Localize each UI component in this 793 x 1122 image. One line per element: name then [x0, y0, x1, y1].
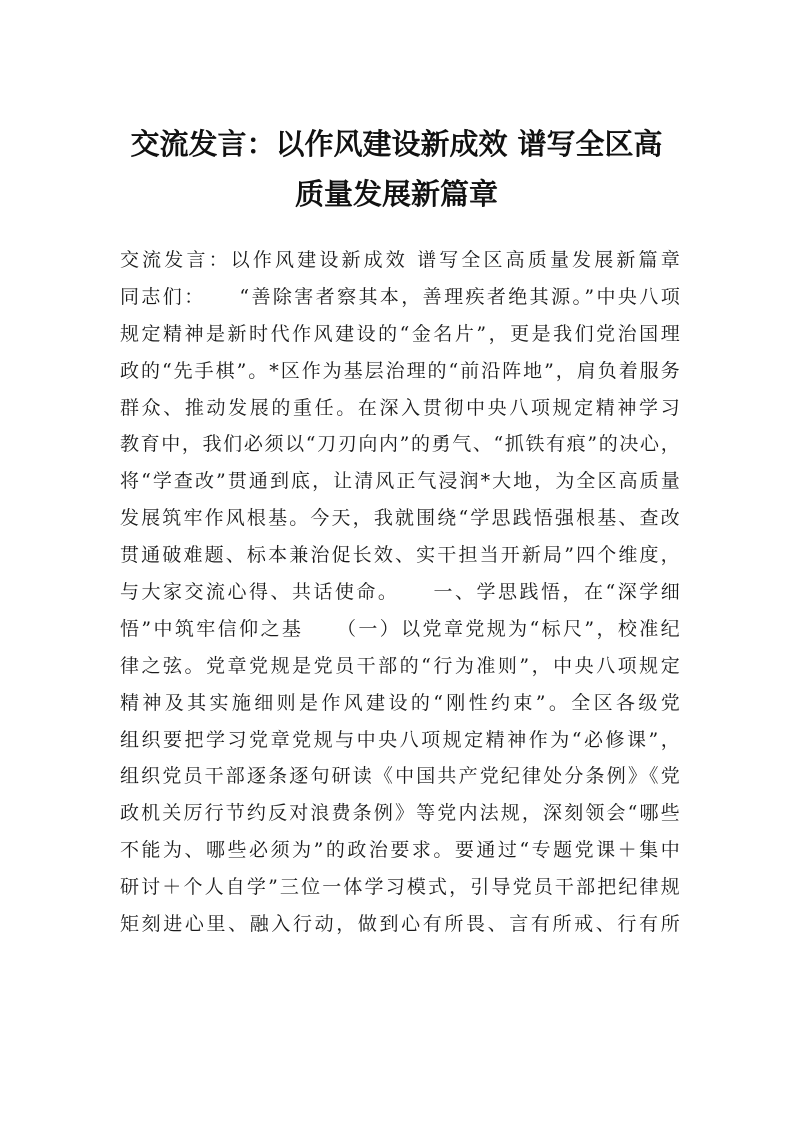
body-line: 规定精神是新时代作风建设的“金名片”，更是我们党治国理	[120, 322, 680, 345]
body-line: 精神及其实施细则是作风建设的“刚性约束”。全区各级党	[120, 691, 680, 714]
document-title-line-1: 交流发言：以作风建设新成效 谱写全区高	[130, 127, 663, 161]
body-line: 组织要把学习党章党规与中央八项规定精神作为“必修课”，	[120, 728, 680, 751]
body-line: 交流发言：以作风建设新成效 谱写全区高质量发展新篇章	[120, 249, 680, 271]
body-line: 悟”中筑牢信仰之基 （一）以党章党规为“标尺”，校准纪	[120, 617, 680, 640]
body-line: 与大家交流心得、共话使命。 一、学思践悟，在“深学细	[120, 581, 680, 604]
body-line: 同志们： “善除害者察其本，善理疾者绝其源。”中央八项	[120, 285, 680, 308]
body-line: 不能为、哪些必须为”的政治要求。要通过“专题党课＋集中	[120, 839, 680, 862]
body-line: 群众、推动发展的重任。在深入贯彻中央八项规定精神学习	[120, 396, 680, 419]
document-body	[120, 242, 680, 943]
document-title-line-2: 质量发展新篇章	[294, 177, 498, 211]
body-line: 组织党员干部逐条逐句研读《中国共产党纪律处分条例》《党	[120, 765, 680, 788]
body-line: 政机关厉行节约反对浪费条例》等党内法规，深刻领会“哪些	[120, 802, 680, 825]
body-line: 发展筑牢作风根基。今天，我就围绕“学思践悟强根基、查改	[120, 507, 680, 530]
body-line: 研讨＋个人自学”三位一体学习模式，引导党员干部把纪律规	[120, 876, 680, 899]
body-line: 政的“先手棋”。*区作为基层治理的“前沿阵地”，肩负着服务	[120, 359, 680, 382]
body-line: 教育中，我们必须以“刀刃向内”的勇气、“抓铁有痕”的决心，	[120, 433, 680, 456]
body-line: 将“学查改”贯通到底，让清风正气浸润*大地，为全区高质量	[120, 470, 680, 493]
body-line: 贯通破难题、标本兼治促长效、实干担当开新局”四个维度，	[120, 544, 680, 567]
body-line: 矩刻进心里、融入行动，做到心有所畏、言有所戒、行有所	[120, 913, 680, 936]
body-line: 律之弦。党章党规是党员干部的“行为准则”，中央八项规定	[120, 654, 680, 677]
